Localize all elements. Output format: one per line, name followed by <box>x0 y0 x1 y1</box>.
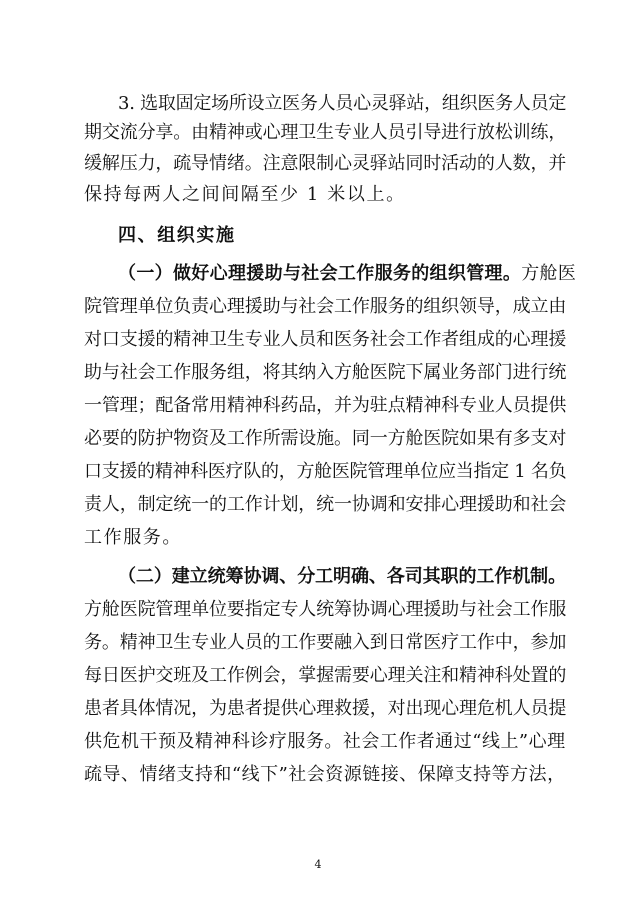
subsection-2-title: （二）建立统筹协调、分工明确、各司其职的工作机制。 <box>118 566 566 587</box>
subsection-2-line-5: 患者具体情况，为患者提供心理救援，对出现心理危机人员提 <box>84 698 567 719</box>
subsection-1-line-6: 必要的防护物资及工作所需设施。同一方舱医院如果有多支对 <box>84 428 567 449</box>
section-heading: 四、组织实施 <box>118 225 236 246</box>
subsection-1-first-line <box>118 260 576 288</box>
subsection-1-line-5: 一管理；配备常用精神科药品，并为驻点精神科专业人员提供 <box>84 395 567 416</box>
subsection-2-line-2: 方舱医院管理单位要指定专人统筹协调心理援助与社会工作服 <box>84 599 567 620</box>
subsection-2-line-4: 每日医护交班及工作例会，掌握需要心理关注和精神科处置的 <box>84 665 567 686</box>
subsection-1-line-2: 院管理单位负责心理援助与社会工作服务的组织领导，成立由 <box>84 296 567 317</box>
subsection-1-line-9: 工作服务。 <box>84 527 182 548</box>
subsection-2-line-6: 供危机干预及精神科诊疗服务。社会工作者通过“线上”心理 <box>84 731 566 752</box>
subsection-1-line-4: 助与社会工作服务组，将其纳入方舱医院下属业务部门进行统 <box>84 362 567 383</box>
subsection-1-line-3: 对口支援的精神卫生专业人员和医务社会工作者组成的心理援 <box>84 329 567 350</box>
paragraph-3-line-3: 缓解压力，疏导情绪。注意限制心灵驿站同时活动的人数，并 <box>84 153 567 174</box>
subsection-1-title: （一）做好心理援助与社会工作服务的组织管理。 <box>118 263 522 284</box>
subsection-2-line-7: 疏导、情绪支持和“线下”社会资源链接、保障支持等方法， <box>84 764 566 785</box>
subsection-1-line-7: 口支援的精神科医疗队的，方舱医院管理单位应当指定 1 名负 <box>84 461 567 482</box>
paragraph-3-line-2: 期交流分享。由精神或心理卫生专业人员引导进行放松训练， <box>84 122 567 143</box>
subsection-1-first-line-rest: 方舱医 <box>521 263 577 284</box>
paragraph-3-line-1: 3. 选取固定场所设立医务人员心灵驿站，组织医务人员定 <box>118 93 567 114</box>
subsection-2-line-3: 务。精神卫生专业人员的工作要融入到日常医疗工作中，参加 <box>84 632 567 653</box>
paragraph-3-line-4: 保持每两人之间间隔至少 1 米以上。 <box>84 184 406 205</box>
subsection-1-line-8: 责人，制定统一的工作计划，统一协调和安排心理援助和社会 <box>84 494 567 515</box>
page-number: 4 <box>314 858 322 871</box>
